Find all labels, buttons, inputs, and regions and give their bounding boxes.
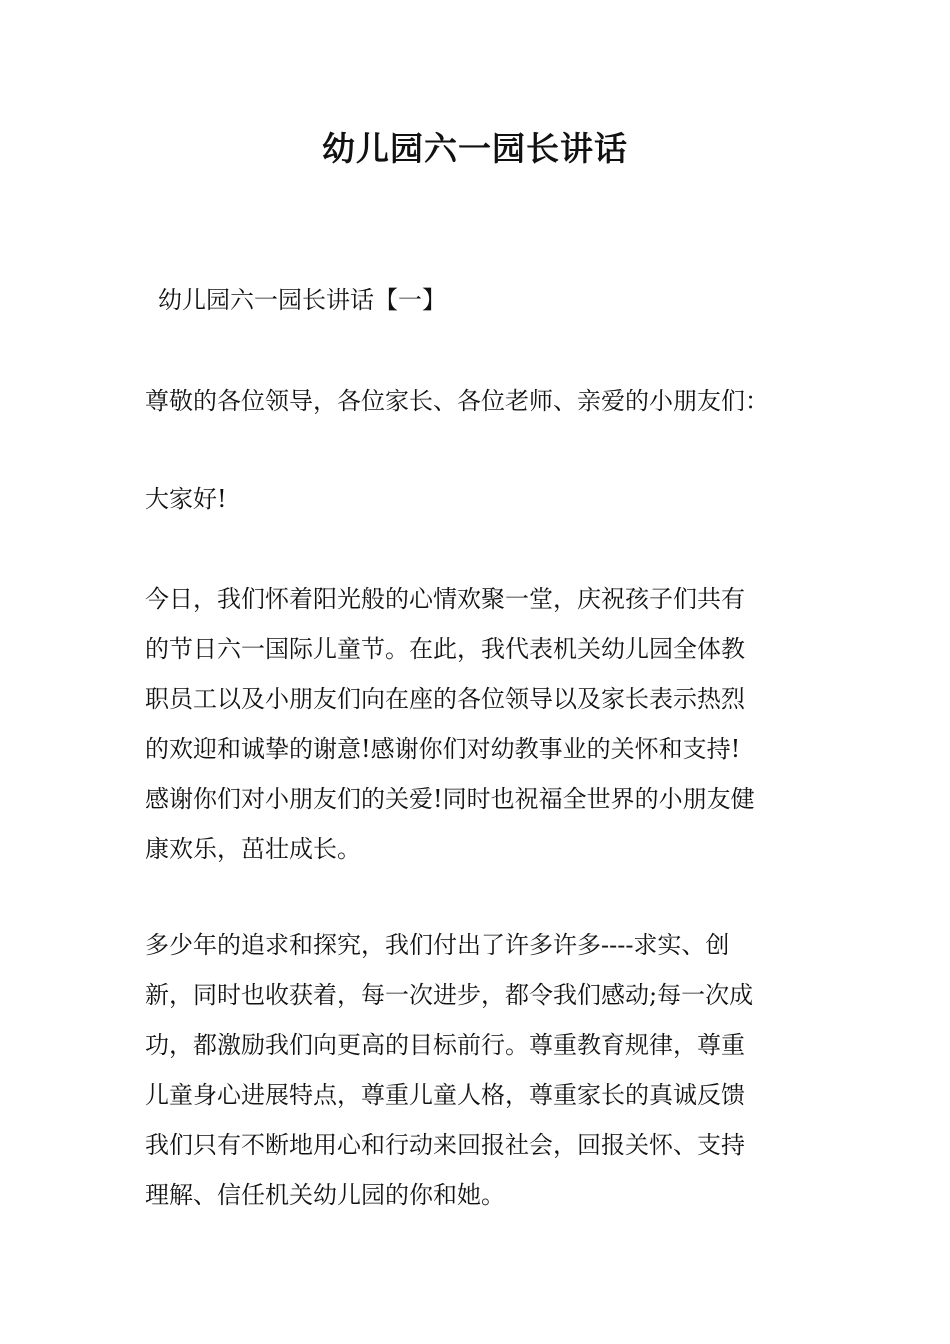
salutation: 尊敬的各位领导，各位家长、各位老师、亲爱的小朋友们： xyxy=(145,387,769,415)
section-heading: 幼儿园六一园长讲话【一】 xyxy=(158,286,446,314)
paragraph-line: 儿童身心进展特点，尊重儿童人格，尊重家长的真诚反馈 xyxy=(145,1081,745,1109)
paragraph-line: 的节日六一国际儿童节。在此，我代表机关幼儿园全体教 xyxy=(145,635,745,663)
paragraph-line: 今日，我们怀着阳光般的心情欢聚一堂，庆祝孩子们共有 xyxy=(145,585,745,613)
paragraph-line: 多少年的追求和探究，我们付出了许多许多----求实、创 xyxy=(145,931,730,959)
paragraph-line: 新，同时也收获着，每一次进步，都令我们感动;每一次成 xyxy=(145,981,754,1009)
paragraph-line: 感谢你们对小朋友们的关爱!同时也祝福全世界的小朋友健 xyxy=(145,785,755,813)
greeting: 大家好! xyxy=(145,485,227,513)
paragraph-line: 职员工以及小朋友们向在座的各位领导以及家长表示热烈 xyxy=(145,685,745,713)
paragraph-line: 的欢迎和诚挚的谢意!感谢你们对幼教事业的关怀和支持! xyxy=(145,735,741,763)
paragraph-line: 康欢乐，茁壮成长。 xyxy=(145,835,361,863)
paragraph-line: 我们只有不断地用心和行动来回报社会，回报关怀、支持 xyxy=(145,1131,745,1159)
paragraph-line: 功，都激励我们向更高的目标前行。尊重教育规律，尊重 xyxy=(145,1031,745,1059)
paragraph-line: 理解、信任机关幼儿园的你和她。 xyxy=(145,1181,505,1209)
document-title: 幼儿园六一园长讲话 xyxy=(322,129,628,168)
